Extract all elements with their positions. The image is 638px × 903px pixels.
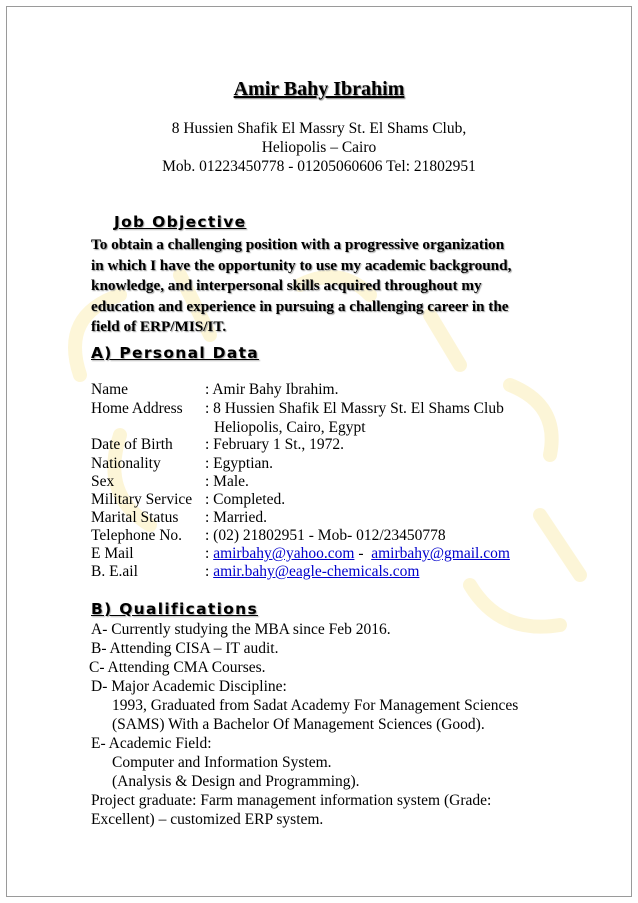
candidate-name: Amir Bahy Ibrahim bbox=[233, 78, 405, 100]
marital-status-label: Marital Status bbox=[91, 509, 179, 526]
address-line-1: 8 Hussien Shafik El Massry St. El Shams Club, bbox=[171, 120, 467, 137]
qualification-line: Computer and Information System. bbox=[112, 754, 332, 771]
telephone-label: Telephone No. bbox=[91, 527, 183, 544]
business-email-label: B. E.ail bbox=[91, 563, 138, 580]
qualification-line: A- Currently studying the MBA since Feb 2016. bbox=[91, 621, 391, 638]
personal-data-heading: A) Personal Data bbox=[91, 344, 260, 362]
email-label: E Mail bbox=[91, 545, 134, 562]
qualification-line: (Analysis & Design and Programming). bbox=[112, 773, 360, 790]
qualification-line: Excellent) – customized ERP system. bbox=[91, 811, 324, 828]
qualifications-heading: B) Qualifications bbox=[91, 600, 259, 618]
name-label: Name bbox=[91, 381, 129, 398]
qualification-line: B- Attending CISA – IT audit. bbox=[91, 640, 279, 657]
military-service-label: Military Service bbox=[91, 491, 193, 508]
dob-label: Date of Birth bbox=[91, 436, 173, 453]
qualification-line: D- Major Academic Discipline: bbox=[91, 678, 287, 695]
military-service-value: : Completed. bbox=[205, 491, 286, 508]
business-email-prefix: : bbox=[205, 563, 214, 580]
email-link-business[interactable]: amir.bahy@eagle-chemicals.com bbox=[213, 563, 420, 580]
qualification-line: Project graduate: Farm management information system (Grade: bbox=[91, 792, 492, 809]
home-address-label: Home Address bbox=[91, 400, 183, 417]
home-address-value-cont: Heliopolis, Cairo, Egypt bbox=[214, 419, 366, 436]
address-line-2: Heliopolis – Cairo bbox=[261, 139, 377, 156]
objective-line: field of ERP/MIS/IT. bbox=[91, 318, 227, 335]
email-prefix: : bbox=[205, 545, 214, 562]
job-objective-text bbox=[91, 235, 561, 338]
qualification-line: 1993, Graduated from Sadat Academy For Management Sciences bbox=[112, 697, 519, 714]
nationality-value: : Egyptian. bbox=[205, 455, 274, 472]
marital-status-value: : Married. bbox=[205, 509, 267, 526]
contact-line: Mob. 01223450778 - 01205060606 Tel: 21802951 bbox=[162, 158, 476, 175]
telephone-value: : (02) 21802951 - Mob- 012/23450778 bbox=[205, 527, 446, 544]
objective-line: education and experience in pursuing a challenging career in the bbox=[91, 297, 509, 315]
name-value: : Amir Bahy Ibrahim. bbox=[205, 381, 339, 398]
objective-line: knowledge, and interpersonal skills acquired throughout my bbox=[91, 277, 482, 294]
qualification-line: (SAMS) With a Bachelor Of Management Sciences (Good). bbox=[112, 716, 485, 733]
dob-value: : February 1 St., 1972. bbox=[205, 436, 345, 453]
email-link-gmail[interactable]: amirbahy@gmail.com bbox=[371, 545, 510, 562]
email-value bbox=[205, 545, 510, 563]
nationality-label: Nationality bbox=[91, 455, 161, 472]
email-separator: - bbox=[354, 545, 368, 562]
job-objective-heading: Job Objective bbox=[114, 213, 247, 231]
home-address-value: : 8 Hussien Shafik El Massry St. El Shams Club bbox=[205, 400, 504, 417]
objective-line: in which I have the opportunity to use my academic background, bbox=[91, 256, 512, 274]
qualification-line: C- Attending CMA Courses. bbox=[89, 659, 266, 676]
objective-line: To obtain a challenging position with a progressive organization bbox=[91, 236, 505, 253]
sex-value: : Male. bbox=[205, 473, 249, 490]
sex-label: Sex bbox=[91, 473, 115, 490]
qualification-line: E- Academic Field: bbox=[91, 735, 212, 752]
email-link-yahoo[interactable]: amirbahy@yahoo.com bbox=[213, 545, 355, 562]
business-email-value bbox=[205, 563, 419, 581]
